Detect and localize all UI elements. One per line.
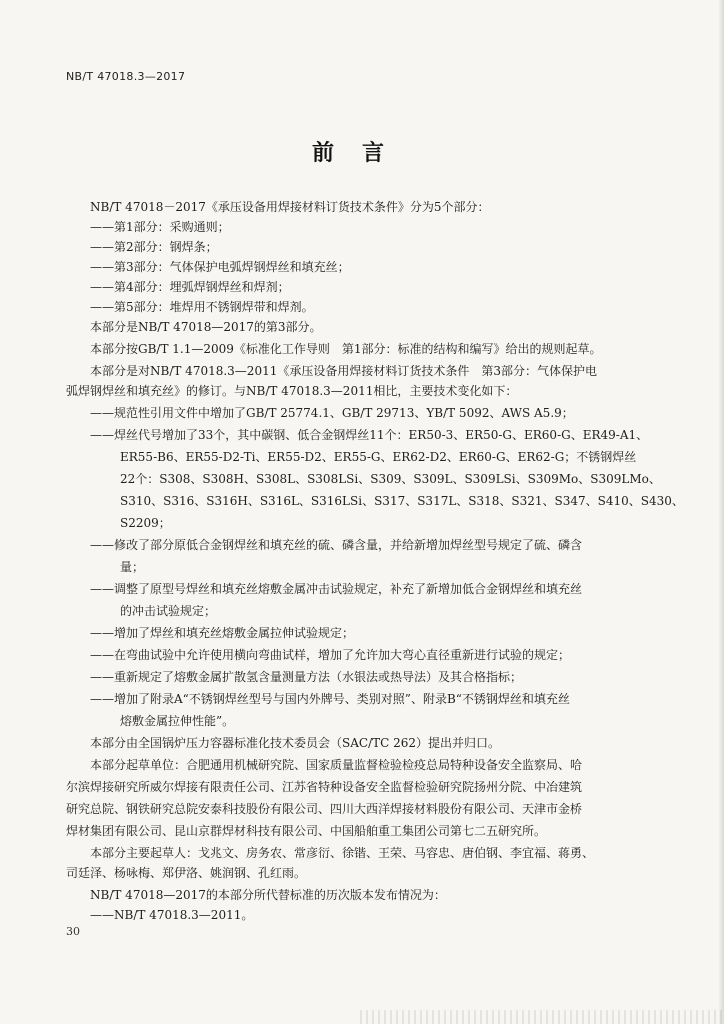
list-item: ——重新规定了熔敷金属扩散氢含量测量方法（水银法或热导法）及其合格指标； [90, 670, 523, 684]
list-item: ——调整了原型号焊丝和填充丝熔敷金属冲击试验规定，补充了新增加低合金钢焊丝和填充丝 [90, 582, 583, 596]
paragraph-line: NB/T 47018—2017的本部分所代替标准的历次版本发布情况为： [90, 888, 446, 902]
list-item: ——增加了焊丝和填充丝熔敷金属拉伸试验规定； [90, 626, 355, 640]
list-item: ——修改了部分原低合金钢焊丝和填充丝的硫、磷含量，并给新增加焊丝型号规定了硫、磷含 [90, 538, 583, 552]
list-item-continuation: S310、S316、S316H、S316L、S316LSi、S317、S317L、S318、S321、S347、S410、S430、 [120, 494, 684, 508]
paragraph-line: 本部分主要起草人：戈兆文、房务农、常彦衍、徐锴、王荣、马容忠、唐伯钢、李宜福、蒋勇、 [90, 846, 595, 860]
list-item: ——第4部分：埋弧焊钢焊丝和焊剂； [90, 280, 290, 294]
paragraph-line: 尔滨焊接研究所威尔焊接有限责任公司、江苏省特种设备安全监督检验研究院扬州分院、中冶建筑 [66, 780, 583, 794]
paragraph-line: 本部分由全国锅炉压力容器标准化技术委员会（SAC/TC 262）提出并归口。 [90, 736, 501, 750]
page-number: 30 [66, 925, 80, 938]
list-item-continuation: 22个：S308、S308H、S308L、S308LSi、S309、S309L、S309LSi、S309Mo、S309LMo、 [120, 472, 661, 486]
paragraph-line: 本部分是NB/T 47018—2017的第3部分。 [90, 320, 322, 334]
list-item-continuation: 量； [120, 560, 145, 574]
list-item: ——第5部分：堆焊用不锈钢焊带和焊剂。 [90, 300, 314, 314]
list-item: ——第2部分：钢焊条； [90, 240, 218, 254]
paragraph-line: NB/T 47018－2017《承压设备用焊接材料订货技术条件》分为5个部分： [90, 200, 490, 214]
paragraph-line: 本部分按GB/T 1.1—2009《标准化工作导则 第1部分：标准的结构和编写》给出的规则起草。 [90, 342, 602, 356]
paragraph-line: 研究总院、钢铁研究总院安泰科技股份有限公司、四川大西洋焊接材料股份有限公司、天津市金桥 [66, 802, 583, 816]
scan-edge-shadow [718, 0, 724, 1024]
list-item: ——第1部分：采购通则； [90, 220, 230, 234]
list-item: ——规范性引用文件中增加了GB/T 25774.1、GB/T 29713、YB/T 5092、AWS A5.9； [90, 406, 574, 420]
list-item: ——增加了附录A“不锈钢焊丝型号与国内外牌号、类别对照”、附录B“不锈钢焊丝和填充丝 [90, 692, 570, 706]
list-item-continuation: 熔敷金属拉伸性能”。 [120, 714, 235, 728]
list-item: ——焊丝代号增加了33个，其中碳钢、低合金钢焊丝11个：ER50-3、ER50-G、ER60-G、ER49-A1、 [90, 428, 649, 442]
page-title: 前言 [311, 141, 412, 166]
list-item: ——在弯曲试验中允许使用横向弯曲试样，增加了允许加大弯心直径重新进行试验的规定； [90, 648, 571, 662]
paragraph-line: 司廷泽、杨咏梅、郑伊洛、姚润钢、孔红雨。 [66, 866, 307, 880]
list-item: ——NB/T 47018.3—2011。 [90, 908, 254, 922]
list-item-continuation: ER55-B6、ER55-D2-Ti、ER55-D2、ER55-G、ER62-D2、ER60-G、ER62-G；不锈钢焊丝 [120, 450, 637, 464]
scan-bottom-noise [360, 1010, 724, 1024]
paragraph-line: 弧焊钢焊丝和填充丝》的修订。与NB/T 47018.3—2011相比，主要技术变化如下： [66, 384, 518, 398]
list-item: ——第3部分：气体保护电弧焊钢焊丝和填充丝； [90, 260, 350, 274]
list-item-continuation: S2209； [120, 516, 171, 530]
list-item-continuation: 的冲击试验规定； [120, 604, 217, 618]
standard-number-header: NB/T 47018.3—2017 [66, 70, 186, 83]
paragraph-line: 本部分是对NB/T 47018.3—2011《承压设备用焊接材料订货技术条件 第3部分：气体保护电 [90, 364, 597, 378]
paragraph-line: 本部分起草单位：合肥通用机械研究院、国家质量监督检验检疫总局特种设备安全监察局、哈 [90, 758, 583, 772]
paragraph-line: 焊材集团有限公司、昆山京群焊材科技有限公司、中国船舶重工集团公司第七二五研究所。 [66, 824, 547, 838]
